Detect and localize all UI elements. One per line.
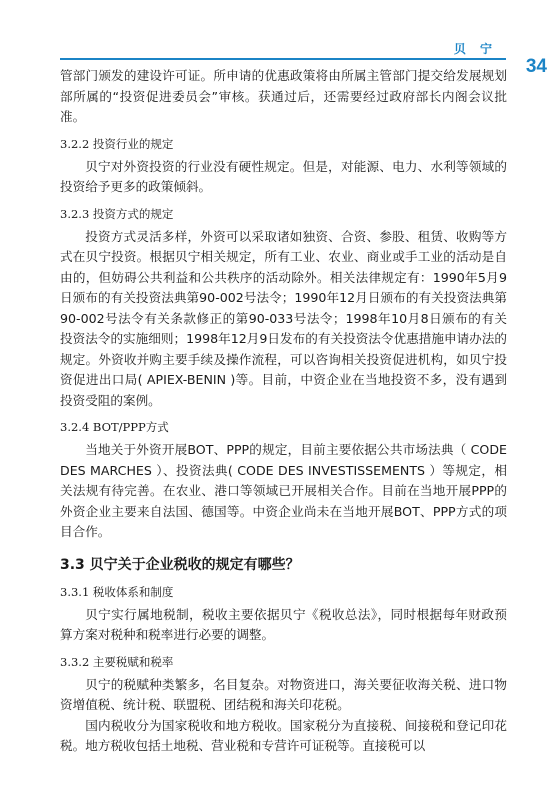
section-heading-3-2-3: 3.2.3 投资方式的规定 xyxy=(60,206,174,221)
paragraph: 贝宁实行属地税制，税收主要依据贝宁《税收总法》，同时根据每年财政预算方案对税种和税率进行必要的调整。 xyxy=(60,606,507,642)
paragraph: 贝宁的税赋种类繁多，名目复杂。对物资进口，海关要征收海关税、进口物资增值税、统计税、联盟税、团结税和海关印花税。 xyxy=(60,676,507,712)
paragraph: 当地关于外资开展BOT、PPP的规定，目前主要依据公共市场法典（ CODE DES MARCHES ）、投资法典( CODE DES INVESTISSEMENTS ）等规定，相关法规有待完善。在农业、港口等领域已开展相关合作。目前在当地开展PPP的外资企业主要来自法国、德国等。中资企业尚未在当地开展BOT、PPP方式的项目合作。 xyxy=(60,442,507,539)
section-heading-3-3-2: 3.3.2 主要税赋和税率 xyxy=(60,654,174,669)
paragraph: 投资方式灵活多样，外资可以采取诸如独资、合资、参股、租赁、收购等方式在贝宁投资。根据贝宁相关规定，所有工业、农业、商业或手工业的活动是自由的，但妨碍公共利益和公共秩序的活动除外。相关法律规定有：1990年5月9日颁布的有关投资法典第90-002号法令；1990年12月日颁布的有关投资法典第90-002号法令有关条款修正的第90-033号法令；1998年10月8日颁布的有关投资法令的实施细则；1998年12月9日发布的有关投资法令优惠措施申请办法的规定。外资收并购主要手续及操作流程，可以咨询相关投资促进机构，如贝宁投资促进出口局( APIEX-BENIN )等。目前，中资企业在当地投资不多，没有遇到投资受阻的案例。 xyxy=(60,228,507,408)
running-header-title: 贝 宁 xyxy=(453,42,497,56)
section-heading-3-2-2: 3.2.2 投资行业的规定 xyxy=(60,136,174,151)
section-heading-3-3-1: 3.3.1 税收体系和制度 xyxy=(60,584,174,599)
paragraph: 国内税收分为国家税收和地方税收。国家税分为直接税、间接税和登记印花税。地方税收包括土地税、营业税和专营许可证税等。直接税可以 xyxy=(60,717,507,753)
page-body xyxy=(60,66,507,757)
paragraph: 贝宁对外资投资的行业没有硬性规定。但是，对能源、电力、水利等领域的投资给予更多的政策倾斜。 xyxy=(60,158,507,194)
header-rule xyxy=(60,58,506,60)
section-heading-3-3: 3.3 贝宁关于企业税收的规定有哪些？ xyxy=(60,556,300,573)
page-number: 34 xyxy=(525,56,547,77)
section-heading-3-2-4: 3.2.4 BOT/PPP方式 xyxy=(60,420,169,434)
paragraph: 管部门颁发的建设许可证。所申请的优惠政策将由所属主管部门提交给发展规划部所属的“投资促进委员会”审核。获通过后，还需要经过政府部长内阁会议批准。 xyxy=(60,68,507,124)
